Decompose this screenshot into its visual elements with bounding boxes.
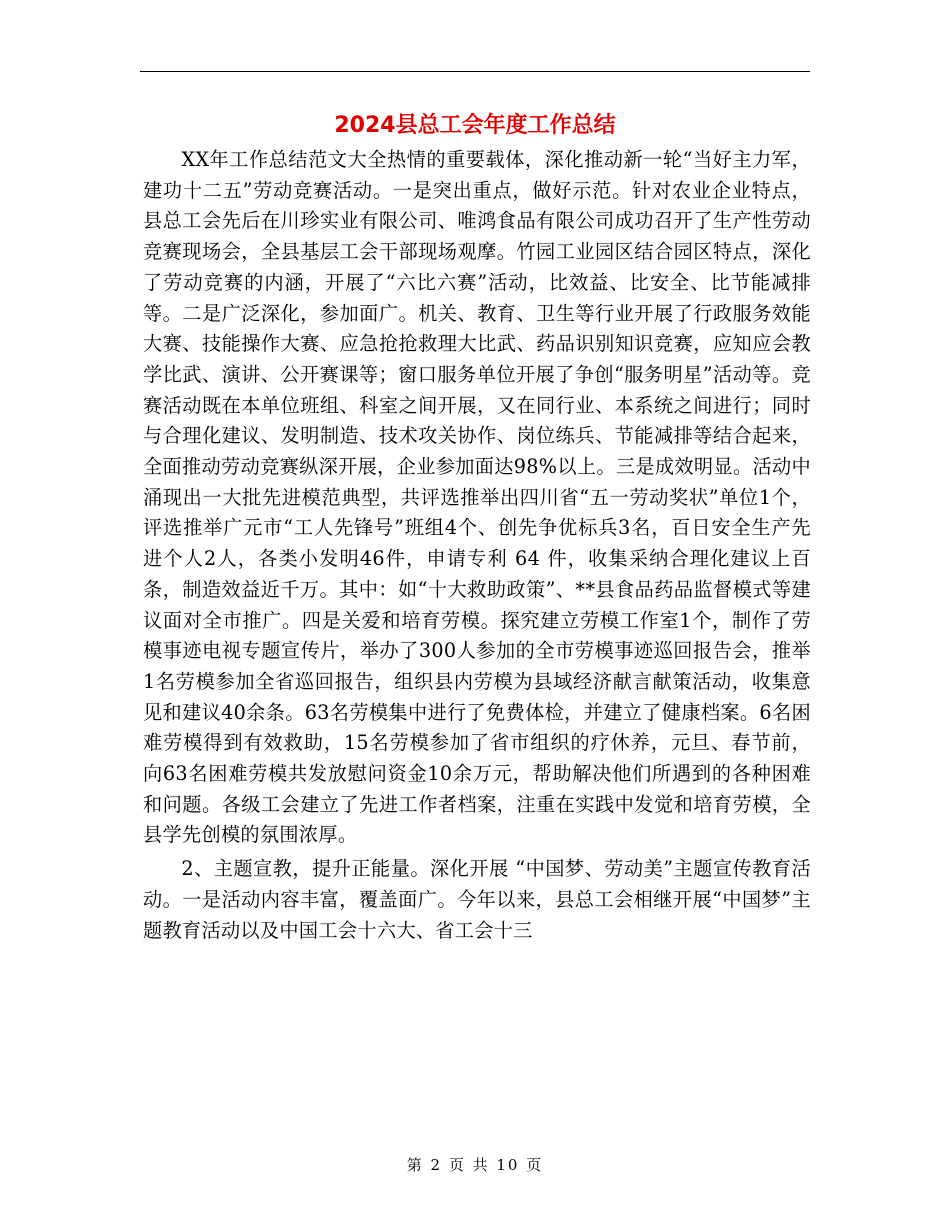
document-body	[143, 145, 811, 946]
body-paragraph-2: 2、主题宣教，提升正能量。深化开展 “中国梦、劳动美”主题宣传教育活动。一是活动内容丰富，覆盖面广。今年以来，县总工会相继开展“中国梦”主题教育活动以及中国工会十六大、省工会十三	[143, 857, 811, 942]
page-number: 第 2 页 共 10 页	[406, 1156, 544, 1174]
body-paragraph-1: XX年工作总结范文大全热情的重要载体，深化推动新一轮“当好主力军，建功十二五”劳动竞赛活动。一是突出重点，做好示范。针对农业企业特点，县总工会先后在川珍实业有限公司、唯鸿食品有限公司成功召开了生产性劳动竞赛现场会，全县基层工会干部现场观摩。竹园工业园区结合园区特点，深化了劳动竞赛的内涵，开展了“六比六赛”活动，比效益、比安全、比节能减排等。二是广泛深化，参加面广。机关、教育、卫生等行业开展了行政服务效能大赛、技能操作大赛、应急抢抢救理大比武、药品识别知识竞赛，应知应会教学比武、演讲、公开赛课等；窗口服务单位开展了争创“服务明星”活动等。竞赛活动既在本单位班组、科室之间开展，又在同行业、本系统之间进行；同时与合理化建议、发明制造、技术攻关协作、岗位练兵、节能减排等结合起来，全面推动劳动竞赛纵深开展，企业参加面达98%以上。三是成效明显。活动中涌现出一大批先进模范典型，共评选推举出四川省“五一劳动奖状”单位1个，评选推举广元市“工人先锋号”班组4个、创先争优标兵3名，百日安全生产先进个人2人，各类小发明46件，申请专利 64 件，收集采纳合理化建议上百条，制造效益近千万。其中：如“十大救助政策”、**县食品药品监督模式等建议面对全市推广。四是关爱和培育劳模。探究建立劳模工作室1个，制作了劳模事迹电视专题宣传片，举办了300人参加的全市劳模事迹巡回报告会，推举1名劳模参加全省巡回报告，组织县内劳模为县域经济献言献策活动，收集意见和建议40余条。63名劳模集中进行了免费体检，并建立了健康档案。6名困难劳模得到有效救助，15名劳模参加了省市组织的疗休养，元旦、春节前，向63名困难劳模共发放慰问资金10余万元，帮助解决他们所遇到的各种困难和问题。各级工会建立了先进工作者档案，注重在实践中发觉和培育劳模，全县学先创模的氛围浓厚。	[143, 148, 811, 847]
document-title: 2024县总工会年度工作总结	[334, 113, 616, 138]
header-rule	[140, 71, 810, 72]
